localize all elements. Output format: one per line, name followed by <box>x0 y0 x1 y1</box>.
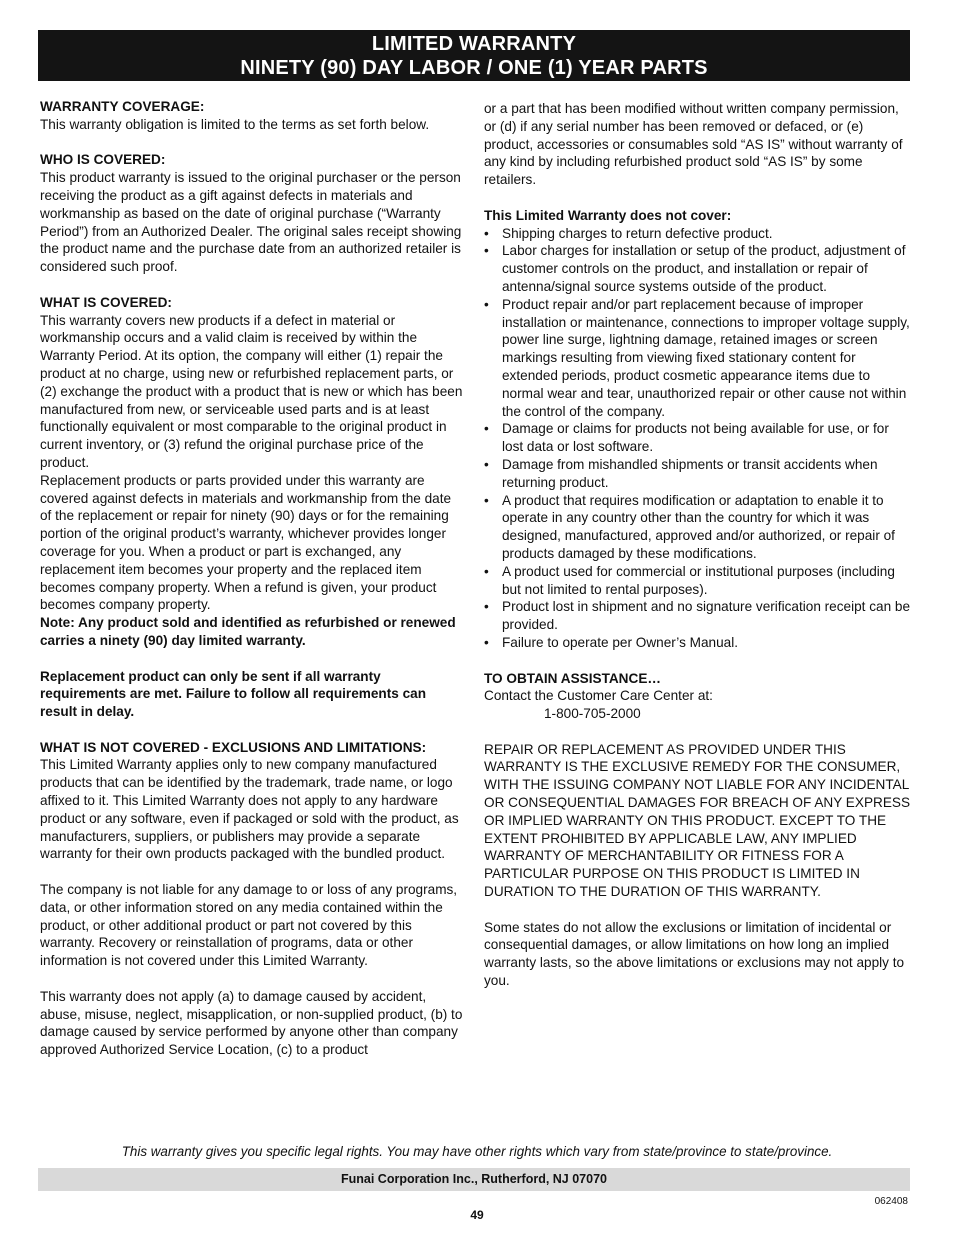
bullet-icon: • <box>484 599 489 615</box>
bullet-icon: • <box>484 456 489 472</box>
what-covered-heading: WHAT IS COVERED: <box>40 294 172 310</box>
list-item: • Product lost in shipment and no signature verification receipt can be provided. <box>484 599 911 633</box>
phone-number: 1-800-705-2000 <box>544 706 641 722</box>
replacement-requirements: Replacement product can only be sent if all warranty requirements are met. Failure to follow all requirements can result in delay. <box>40 668 427 720</box>
list-item: • Damage or claims for products not being available for use, or for lost data or lost software. <box>484 421 889 455</box>
legal-rights-note: This warranty gives you specific legal rights. You may have other rights which vary from state/province to state/province. <box>121 1144 833 1159</box>
list-item: • Failure to operate per Owner’s Manual. <box>484 634 738 650</box>
warranty-header <box>38 30 910 81</box>
assistance-text: Contact the Customer Care Center at: <box>484 688 713 704</box>
list-item: • A product used for commercial or institutional purposes (including but not limited to rental purposes). <box>484 563 895 597</box>
bullet-icon: • <box>484 225 489 241</box>
page-number: 49 <box>470 1208 484 1222</box>
company-bar: Funai Corporation Inc., Rutherford, NJ 07070 <box>38 1168 910 1191</box>
continued-text: or a part that has been modified without written company permission, or (d) if any serial number has been removed or defaced, or (e) product, accessories or consumables sold “AS IS” without warranty of any kind by including refurbished product sold “AS IS” by some retailers. <box>484 101 903 188</box>
exclusions-list <box>484 225 912 652</box>
left-column <box>40 98 466 1059</box>
bullet-icon: • <box>484 563 489 579</box>
what-covered-text: This warranty covers new products if a defect in material or workmanship occurs and a valid claim is received by within the Warranty Period. At its option, the company will either (1) repair the product at no charge, using new or refurbished replacement parts, or (2) exchange the product with a product that is new or which has been manufactured from new, or serviceable used parts and is at least functionally equivalent or most comparable to the original product in current inventory, or (3) refund the original purchase price of the product. <box>40 312 463 470</box>
list-item: • Shipping charges to return defective product. <box>484 225 773 241</box>
assistance-heading: TO OBTAIN ASSISTANCE… <box>484 670 661 686</box>
refurbished-note: Note: Any product sold and identified as refurbished or renewed carries a ninety (90) day limited warranty. <box>40 615 456 648</box>
document-code: 062408 <box>874 1196 908 1207</box>
not-covered-heading: WHAT IS NOT COVERED - EXCLUSIONS AND LIMITATIONS: <box>40 739 427 755</box>
list-item: • Damage from mishandled shipments or transit accidents when returning product. <box>484 456 878 490</box>
bullet-icon: • <box>484 296 489 312</box>
not-covered-text-1: This Limited Warranty applies only to new company manufactured products that can be identified by the trademark, trade name, or logo affixed to it. This Limited Warranty does not apply to any hardware product or any software, even if packaged or sold with the product, as manufacturers, suppliers, or publishers may provide a separate warranty for their own products packaged with the bundled product. <box>40 757 459 862</box>
does-not-cover-heading: This Limited Warranty does not cover: <box>484 207 732 223</box>
coverage-heading: WARRANTY COVERAGE: <box>40 99 205 114</box>
list-item: • Product repair and/or part replacement because of improper installation or maintenance, connections to improper voltage supply, power line surge, lightning damage, retained images or screen markings resulting from viewing fixed stationary content for extended periods, product cosmetic appearance items due to normal wear and tear, unauthorized repair or other cause not within the control of the company. <box>484 296 910 419</box>
remedy-text: REPAIR OR REPLACEMENT AS PROVIDED UNDER THIS WARRANTY IS THE EXCLUSIVE REMEDY FOR THE CONSUMER, WITH THE ISSUING COMPANY NOT LIABLE FOR ANY INCIDENTAL OR CONSEQUENTIAL DAMAGES FOR BREACH OF ANY EXPRESS OR IMPLIED WARRANTY ON THIS PRODUCT. EXCEPT TO THE EXTENT PROHIBITED BY APPLICABLE LAW, ANY IMPLIED WARRANTY OF MERCHANTABILITY OR FITNESS FOR A PARTICULAR PURPOSE ON THIS PRODUCT IS LIMITED IN DURATION TO THE DURATION OF THIS WARRANTY. <box>484 741 911 900</box>
right-column <box>484 100 912 990</box>
list-item: • Labor charges for installation or setup of the product, adjustment of customer controls on the product, and installation or repair of antenna/signal source systems outside of the product. <box>484 243 906 294</box>
replacement-coverage-text: Replacement products or parts provided under this warranty are covered against defects in materials and workmanship from the date of the replacement or repair for ninety (90) days or for the remaining portion of the original product’s warranty, whichever provides longer coverage for you. When a product or part is exchanged, any replacement item becomes your property and the replaced item becomes company property. When a refund is given, your product becomes company property. <box>40 472 452 613</box>
bullet-icon: • <box>484 243 489 259</box>
coverage-text: This warranty obligation is limited to the terms as set forth below. <box>40 116 430 132</box>
header-subtitle: NINETY (90) DAY LABOR / ONE (1) YEAR PARTS <box>240 57 708 79</box>
states-text: Some states do not allow the exclusions or limitation of incidental or consequential damages, or allow limitations on how long an implied warranty lasts, so the above limitations or exclusions may not apply to you. <box>484 919 905 989</box>
who-covered-text: This product warranty is issued to the original purchaser or the person receiving the product as a gift against defects in materials and workmanship as based on the date of original purchase (“Warranty Period”) from an Authorized Dealer. The original sales receipt showing the product name and the purchase date from an authorized retailer is considered such proof. <box>40 170 462 275</box>
not-covered-text-3: This warranty does not apply (a) to damage caused by accident, abuse, misuse, neglect, misapplication, or non-supplied product, (b) to damage caused by service performed by anyone other than company approved Authorized Service Location, (c) to a product <box>40 988 463 1058</box>
bullet-icon: • <box>484 634 489 650</box>
who-covered-heading: WHO IS COVERED: <box>40 152 166 168</box>
list-item: • A product that requires modification or adaptation to enable it to operate in any country other than the country for which it was designed, manufactured, approved and/or authorized, or repair of products damaged by these modifications. <box>484 492 895 561</box>
bullet-icon: • <box>484 492 489 508</box>
header-title: LIMITED WARRANTY <box>371 33 577 55</box>
bullet-icon: • <box>484 421 489 437</box>
not-covered-text-2: The company is not liable for any damage to or loss of any programs, data, or other information stored on any media contained within the product, or other additional product or part not covered by this warranty. Recovery or reinstallation of programs, data or other information is not covered under this Limited Warranty. <box>40 882 458 969</box>
